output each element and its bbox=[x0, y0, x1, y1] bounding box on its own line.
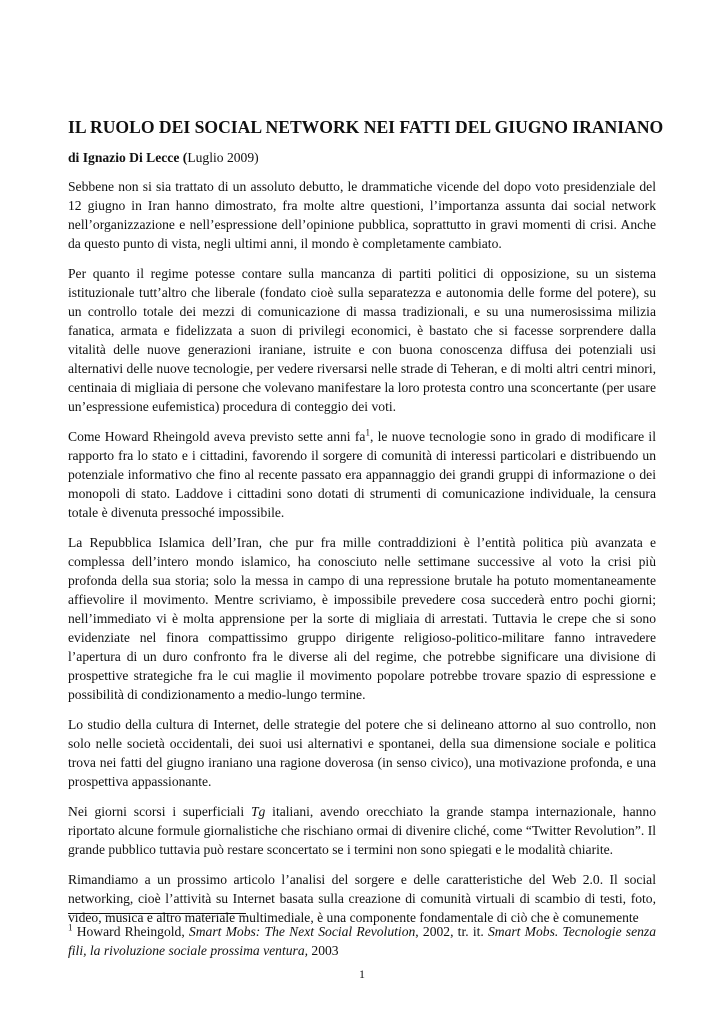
paragraph-7: Rimandiamo a un prossimo articolo l’analisi del sorgere e delle caratteristiche del Web 2.0. Il social networking, cioè l’attività su Internet basata sulla creazione di comunità virtuali di scambio di testi, foto, video, musica e altro materiale multimediale, è una componente fondamentale di ciò che è comunemente bbox=[68, 872, 656, 925]
footnote-text-2: , 2002, tr. it. bbox=[415, 924, 488, 939]
footnote-separator bbox=[68, 913, 246, 914]
paragraph-3 bbox=[68, 427, 656, 522]
paragraph-3-part-2: , le nuove tecnologie sono in grado di modificare il rapporto fra lo stato e i cittadini, favorendo il sorgere di comunità di interessi particolari e distribuendo un potenziale informativo che fino al recente passato era appannaggio dei grandi gruppi di informazione o dei monopoli di stato. Laddove i cittadini sono dotati di strumenti di comunicazione individuale, la censura totale è divenuta pressoché impossibile. bbox=[68, 429, 656, 520]
tg-emphasis: Tg bbox=[250, 804, 266, 819]
paragraph-4: La Repubblica Islamica dell’Iran, che pur fra mille contraddizioni è l’entità politica più avanzata e complessa dell’intero mondo islamico, ha conosciuto nelle settimane successive al voto la crisi più profonda della sua storia; solo la messa in campo di una repressione brutale ha potuto momentaneamente affievolire il movimento. Mentre scriviamo, è impossibile prevedere cosa succederà entro pochi giorni; nell’immediato vi è molta apprensione per la sorte di migliaia di arrestati. Tuttavia le crepe che si sono evidenziate nel finora compattissimo gruppo dirigente religioso-politico-militare fanno intravedere l’apertura di un duro confronto fra le diverse ali del regime, che potrebbe significare una divisione di prospettive strategiche fra le cui maglie il movimento popolare potrebbe trovare spazio di espressione e possibilità di condizionamento a medio-lungo termine. bbox=[68, 535, 656, 702]
footnote-text-1: Howard Rheingold, bbox=[72, 924, 189, 939]
paragraph-6 bbox=[68, 802, 656, 859]
paragraph-3-part-1: Come Howard Rheingold aveva previsto sette anni fa bbox=[68, 429, 366, 444]
byline bbox=[68, 150, 259, 166]
article-title: IL RUOLO DEI SOCIAL NETWORK NEI FATTI DEL GIUGNO IRANIANO bbox=[68, 117, 664, 137]
paragraph-5: Lo studio della cultura di Internet, delle strategie del potere che si delineano attorno al suo controllo, non solo nelle società occidentali, dei suoi usi alternativi e spontanei, della sua dimensione sociale e politica trova nei fatti del giugno iraniano una ragione doverosa (in senso civico), una motivazione profonda, e una prospettiva appassionante. bbox=[68, 717, 656, 789]
publication-date: Luglio 2009) bbox=[187, 150, 259, 165]
footnote-reference[interactable]: 1 bbox=[365, 427, 370, 438]
footnote-translation-title: Smart Mobs. Tecnologie senza fili, la rivoluzione sociale prossima ventura, bbox=[68, 924, 657, 958]
page-number: 1 bbox=[359, 967, 365, 981]
paragraph-1: Sebbene non si sia trattato di un assoluto debutto, le drammatiche vicende del dopo voto presidenziale del 12 giugno in Iran hanno dimostrato, fra molte altre questioni, l’importanza assunta dai social network nell’organizzazione e nell’espressione dell’opinione pubblica, soprattutto in gravi momenti di crisi. Anche da questo punto di vista, negli ultimi anni, il mondo è completamente cambiato. bbox=[68, 179, 656, 251]
footnote-book-title: Smart Mobs: The Next Social Revolution bbox=[188, 924, 416, 939]
paragraph-2: Per quanto il regime potesse contare sulla mancanza di partiti politici di opposizione, su un sistema istituzionale tutt’altro che liberale (fondato cioè sulla separatezza e autonomia delle forme del potere), su un controllo totale dei mezzi di comunicazione di massa tradizionali, e su una numerosissima milizia fanatica, armata e fidelizzata a suon di privilegi economici, è bastato che si facesse sorprendere dalla vitalità delle nuove generazioni iraniane, istruite e con buona conoscenza diffusa dei potenziali usi alternativi delle nuove tecnologie, per vedere riversarsi nelle strade di Teheran, e di molti altri centri minori, centinaia di migliaia di persone che volevano manifestare la loro protesta contro una sconcertante (per usare un’espressione eufemistica) procedura di conteggio dei voti. bbox=[68, 266, 656, 414]
footnote bbox=[68, 922, 656, 960]
author-name: di Ignazio Di Lecce ( bbox=[68, 150, 188, 165]
paragraph-6-part-2: italiani, avendo orecchiato la grande stampa internazionale, hanno riportato alcune formule giornalistiche che rischiano ormai di divenire cliché, come “Twitter Revolution”. Il grande pubblico tuttavia può restare sconcertato se i termini non sono spiegati e le modalità chiarite. bbox=[68, 804, 656, 857]
paragraph-6-part-1: Nei giorni scorsi i superficiali bbox=[68, 804, 251, 819]
footnote-text-3: 2003 bbox=[308, 943, 339, 958]
footnote-number: 1 bbox=[68, 922, 73, 933]
article-body bbox=[68, 177, 656, 938]
